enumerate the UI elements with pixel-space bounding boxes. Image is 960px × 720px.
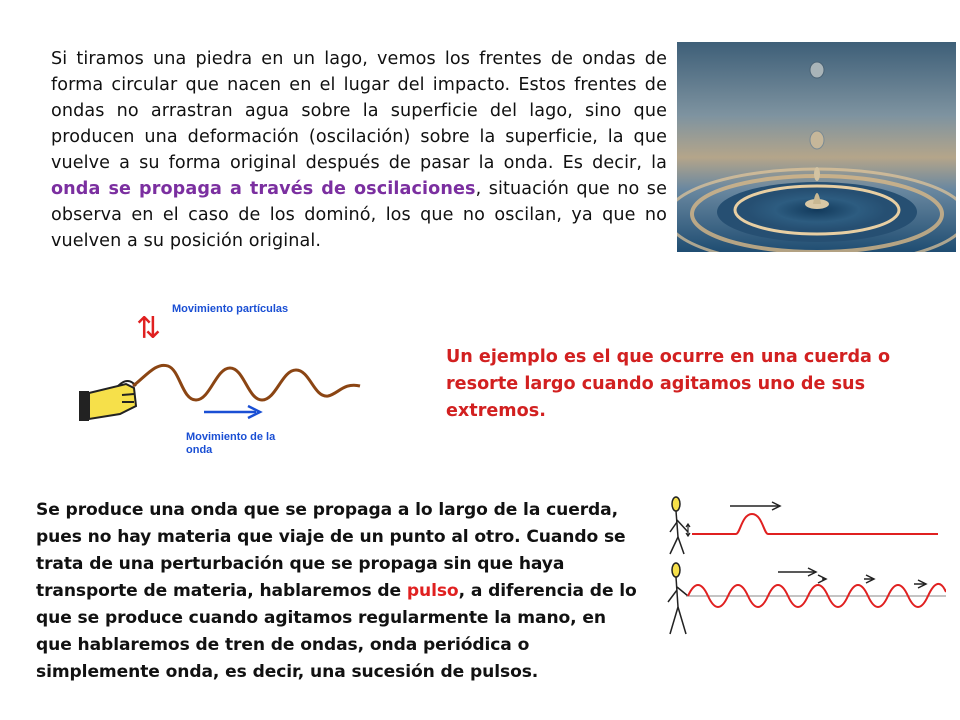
paragraph1-highlight: onda se propaga a través de oscilaciones xyxy=(51,179,476,199)
up-down-arrow-icon: ⇅ xyxy=(136,311,162,346)
rope-wave xyxy=(133,365,360,400)
label-particle-motion: Movimiento partículas xyxy=(172,303,289,315)
rope-wave-figure xyxy=(76,296,396,466)
person-top-icon xyxy=(670,497,690,554)
paragraph-stone-in-lake xyxy=(51,46,667,254)
water-drop-image xyxy=(677,42,956,252)
person-bottom-icon xyxy=(668,563,688,634)
pulse-and-wave-train-figure xyxy=(656,492,946,640)
label-wave-motion-line2: onda xyxy=(186,444,213,456)
paragraph-rope-example: Un ejemplo es el que ocurre en una cuerda o resorte largo cuando agitamos uno de sus extremos. xyxy=(446,347,891,421)
paragraph1-text-start: Si tiramos una piedra en un lago, vemos los frentes de ondas de forma circular que nacen en el lugar del impacto. Estos frentes de ondas no arrastran agua sobre la superficie del lago, sino que producen una deformación (oscilación) sobre la superficie, la que vuelve a su forma original después de pasar la onda. Es decir, la xyxy=(51,49,667,173)
wave-train-rope xyxy=(688,584,946,607)
paragraph-pulse-definition xyxy=(36,497,642,686)
label-wave-motion-line1: Movimiento de la xyxy=(186,431,276,443)
paragraph3-highlight-pulso: pulso xyxy=(406,581,459,601)
arm-sleeve xyxy=(79,391,89,421)
paragraph3-text-end: , a diferencia de lo que se produce cuando agitamos regularmente la mano, en que hablaremos de tren de ondas, onda periódica o simplemente onda, es decir, una sucesión de pulsos. xyxy=(36,581,637,682)
paragraph3-text-start: Se produce una onda que se propaga a lo largo de la cuerda, pues no hay materia que viaje de un punto al otro. Cuando se trata de una perturbación que se propaga sin que haya transporte de materia, hablaremos de xyxy=(36,500,626,601)
paragraph1-text-end: , situación que no se observa en el caso de los dominó, los que no oscilan, ya que no vuelven a su posición original. xyxy=(51,179,667,251)
single-pulse-rope xyxy=(692,514,938,534)
